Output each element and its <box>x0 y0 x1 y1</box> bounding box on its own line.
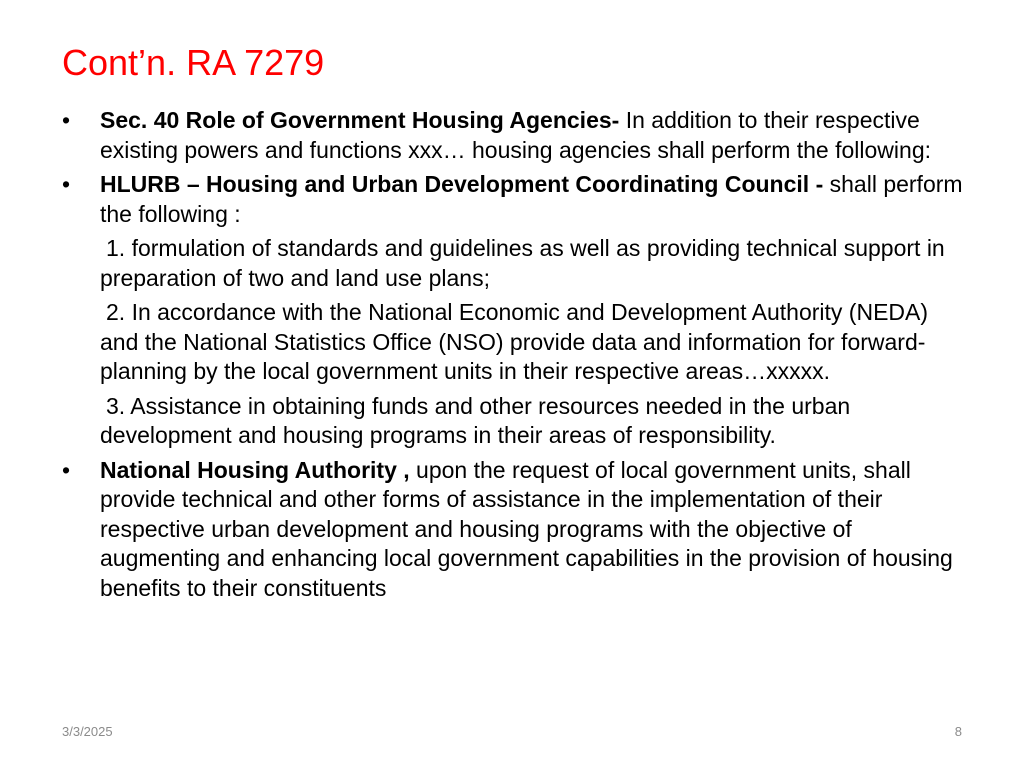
bullet-item-sec40 <box>60 106 970 165</box>
sub-item-2: 2. In accordance with the National Economic and Development Authority (NEDA) and the National Statistics Office (NSO) provide data and information for forward-planning by the local government units in their respective areas…xxxxx. <box>100 299 929 384</box>
bullet-icon: • <box>61 456 71 483</box>
footer-date: 3/3/2025 <box>62 724 113 739</box>
bullet-icon: • <box>61 171 71 197</box>
bullet-heading: National Housing Authority , <box>100 456 417 483</box>
bullet-item-hlurb <box>60 170 970 229</box>
bullet-icon: • <box>61 107 71 133</box>
slide-title: Cont’n. RA 7279 <box>62 42 325 83</box>
bullet-heading: HLURB – Housing and Urban Development Coordinating Council - <box>100 171 830 197</box>
sub-item-1: 1. formulation of standards and guidelines as well as providing technical support in preparation of two and land use plans; <box>100 235 945 291</box>
sub-item-3: 3. Assistance in obtaining funds and other resources needed in the urban development and housing programs in their areas of responsibility. <box>100 392 851 448</box>
bullet-text: upon the request of local government units, shall provide technical and other forms of assistance in the implementation of their respective urban development and housing programs with the objective of augmenting and enhancing local government capabilities in the provision of housing benefits to their constituents <box>100 456 953 601</box>
bullet-item-nha <box>60 456 970 604</box>
bullet-text: In addition to their respective existing powers and functions xxx… housing agencies shall perform the following: <box>100 107 931 163</box>
bullet-heading: Sec. 40 Role of Government Housing Agencies- <box>100 107 620 133</box>
footer-page-number: 8 <box>954 724 962 739</box>
bullet-text: shall perform the following : <box>100 171 963 227</box>
slide-content <box>60 106 970 608</box>
